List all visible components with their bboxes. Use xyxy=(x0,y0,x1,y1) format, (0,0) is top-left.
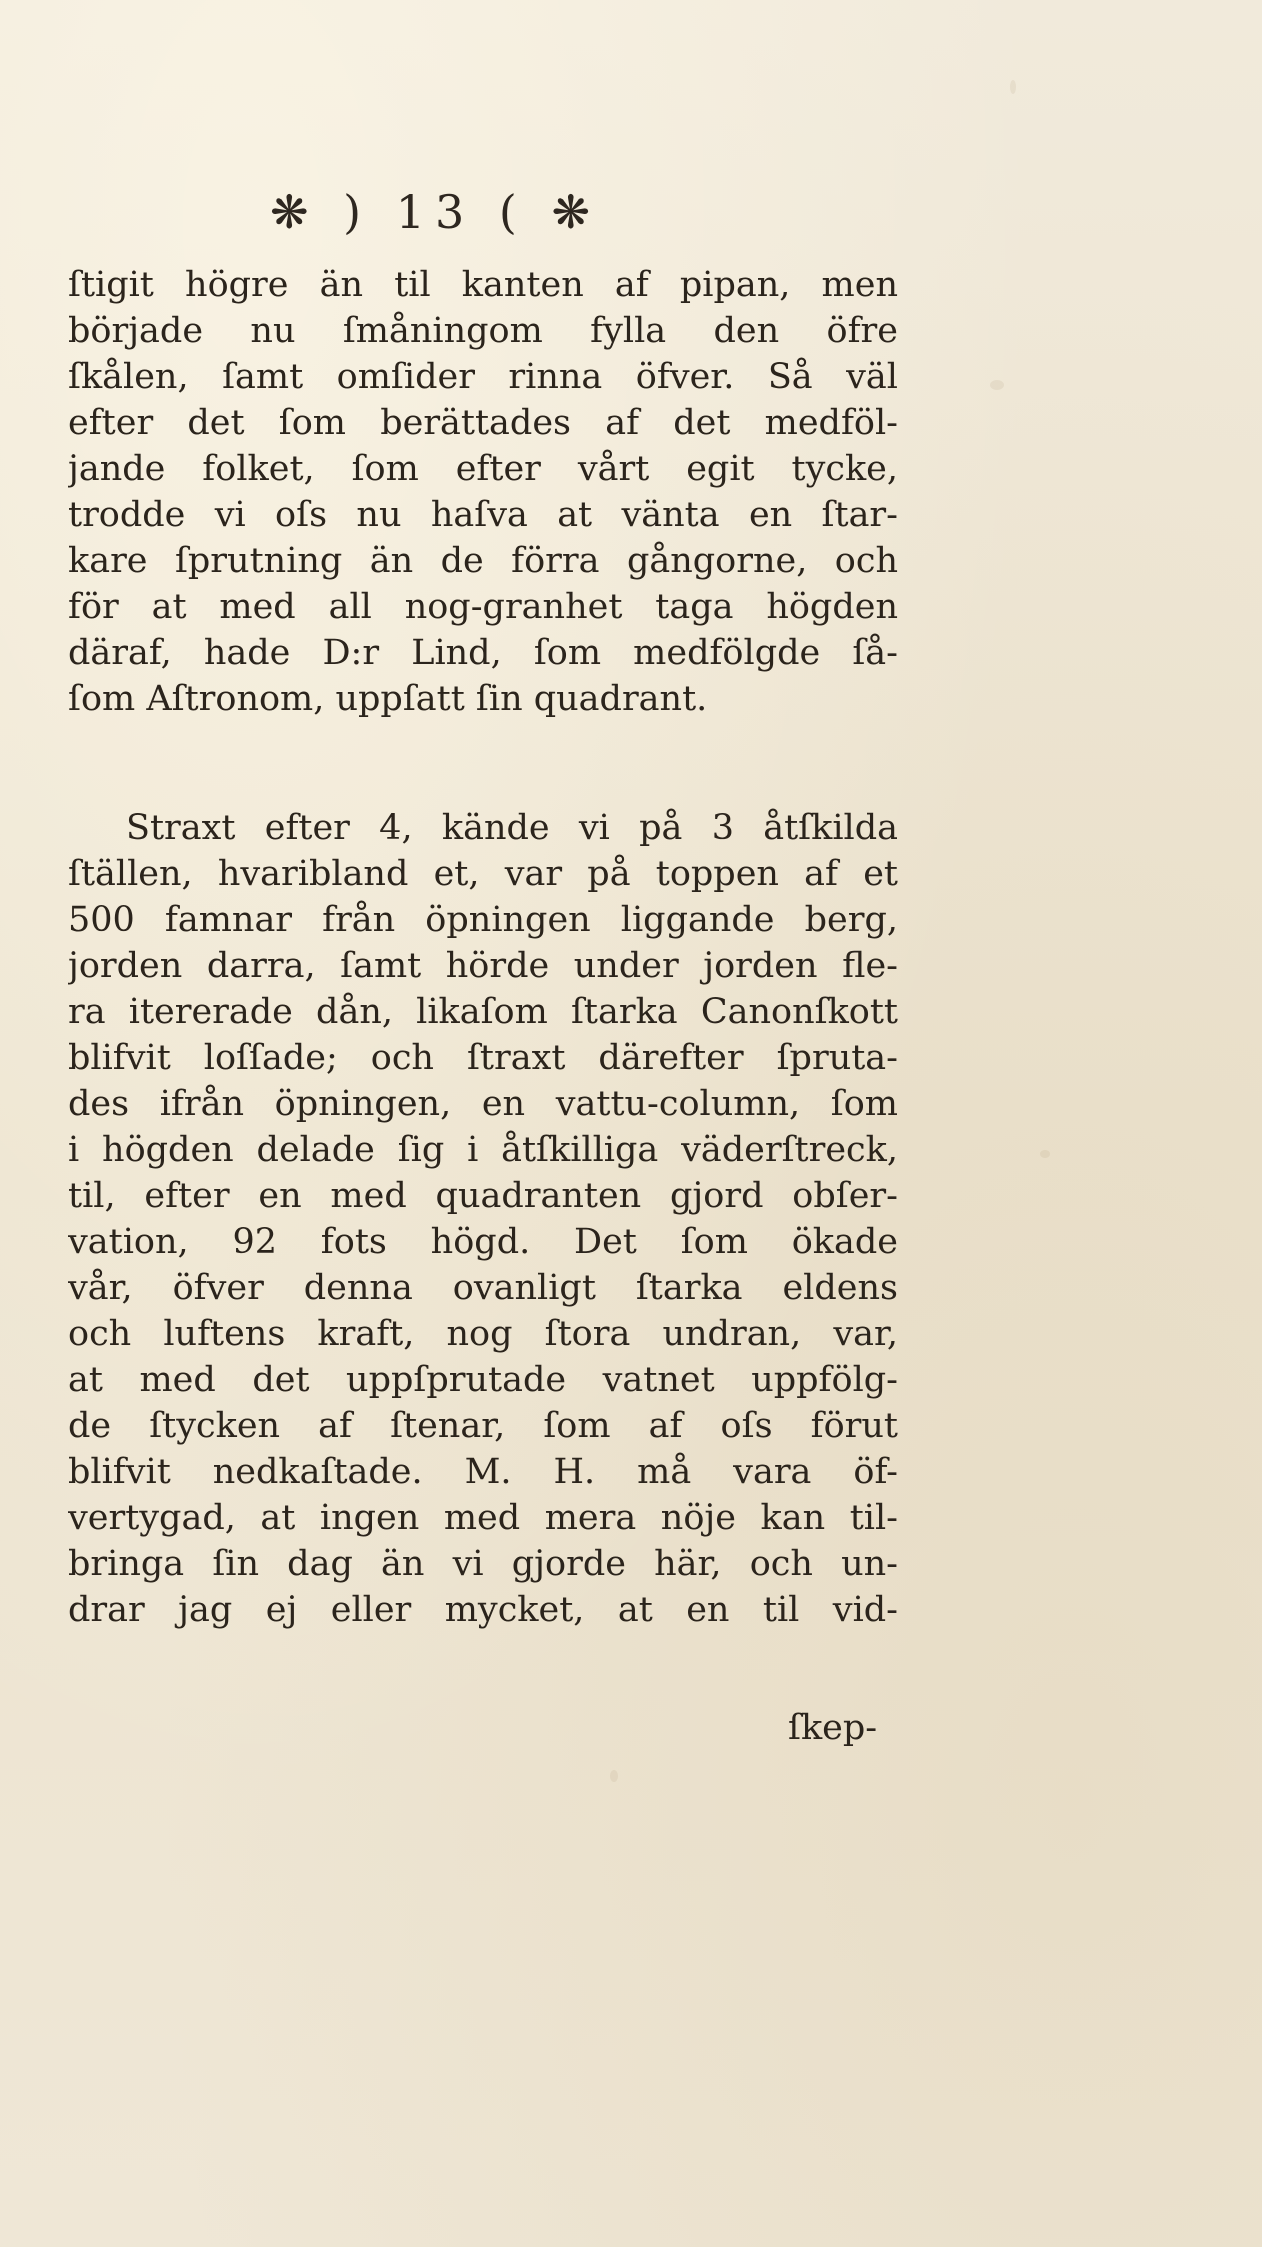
text-line: de ſtycken af ſtenar, ſom af oſs förut xyxy=(68,1406,898,1446)
paragraph-1 xyxy=(68,262,898,722)
text-line: vår, öfver denna ovanligt ſtarka eldens xyxy=(68,1268,898,1308)
text-line: bringa ſin dag än vi gjorde här, och un- xyxy=(68,1544,898,1584)
paper-stain xyxy=(1040,1150,1050,1158)
text-line: jande folket, ſom efter vårt egit tycke, xyxy=(68,449,898,489)
text-line: til, efter en med quadranten gjord obſer- xyxy=(68,1176,898,1216)
text-line: ſtigit högre än til kanten af pipan, men xyxy=(68,265,898,305)
text-line: Straxt efter 4, kände vi på 3 åtſkilda xyxy=(126,808,898,848)
text-line: i högden delade ſig i åtſkilliga väderſtreck, xyxy=(68,1130,898,1170)
text-line: jorden darra, ſamt hörde under jorden fle- xyxy=(68,946,898,986)
text-line: vation, 92 fots högd. Det ſom ökade xyxy=(68,1222,898,1262)
text-line: vertygad, at ingen med mera nöje kan til- xyxy=(68,1498,898,1538)
paper-stain xyxy=(610,1770,618,1782)
text-line: ſom Aſtronom, uppſatt ſin quadrant. xyxy=(68,679,708,719)
text-line: efter det ſom berättades af det medföl- xyxy=(68,403,898,443)
text-line: ſkålen, ſamt omſider rinna öfver. Så väl xyxy=(68,357,898,397)
text-line: däraf, hade D:r Lind, ſom medfölgde ſå- xyxy=(68,633,898,673)
text-line: at med det uppſprutade vatnet uppfölg- xyxy=(68,1360,898,1400)
text-line: trodde vi oſs nu haſva at vänta en ſtar- xyxy=(68,495,898,535)
text-line: blifvit loſſade; och ſtraxt därefter ſpruta- xyxy=(68,1038,898,1078)
paper-stain xyxy=(990,380,1004,390)
text-line: 500 famnar från öpningen liggande berg, xyxy=(68,900,898,940)
text-line: för at med all nog-granhet taga högden xyxy=(68,587,898,627)
page-header: ❋ ) 13 ( ❋ xyxy=(270,185,600,239)
paper-stain xyxy=(1010,80,1016,94)
text-line: kare ſprutning än de förra gångorne, och xyxy=(68,541,898,581)
catchword: ſkep- xyxy=(788,1708,878,1748)
paragraph-2 xyxy=(68,805,898,1633)
text-line: började nu ſmåningom fylla den öfre xyxy=(68,311,898,351)
text-line: ra itererade dån, likaſom ſtarka Canonſkott xyxy=(68,992,898,1032)
text-line: drar jag ej eller mycket, at en til vid- xyxy=(68,1590,898,1630)
text-line: des ifrån öpningen, en vattu-column, ſom xyxy=(68,1084,898,1124)
text-line: blifvit nedkaſtade. M. H. må vara öf- xyxy=(68,1452,898,1492)
text-line: och luftens kraft, nog ſtora undran, var, xyxy=(68,1314,898,1354)
text-line: ſtällen, hvaribland et, var på toppen af et xyxy=(68,854,898,894)
